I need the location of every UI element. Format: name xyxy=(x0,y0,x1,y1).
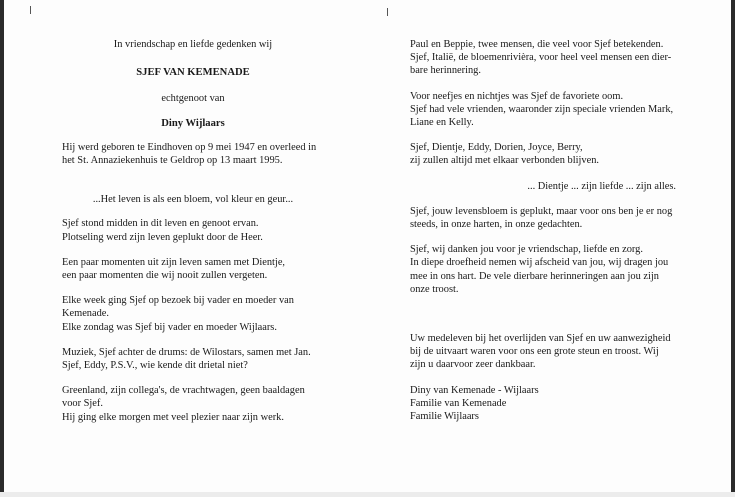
paragraph xyxy=(62,294,324,334)
paragraph xyxy=(410,205,716,231)
text-line: Hij ging elke morgen met veel plezier naar zijn werk. xyxy=(62,411,284,423)
intro-line: In vriendschap en liefde gedenken wij xyxy=(113,39,273,50)
fold-mark xyxy=(30,6,31,14)
right-column xyxy=(410,38,716,435)
paragraph xyxy=(410,90,716,130)
fold-mark xyxy=(387,8,388,16)
paragraph xyxy=(410,141,716,167)
quote-line: ...Het leven is als een bloem, vol kleur en geur... xyxy=(92,194,294,206)
signature-block xyxy=(410,384,716,424)
text-line: Kemenade. xyxy=(62,308,110,320)
scan-border-bottom xyxy=(0,492,735,497)
text-line: Elke zondag was Sjef bij vader en moeder Wijlaars. xyxy=(62,321,277,333)
paragraph xyxy=(410,243,716,296)
text-line: Sjef stond midden in dit leven en genoot ervan. xyxy=(62,218,259,230)
text-line: Sjef had vele vrienden, waaronder zijn speciale vrienden Mark, xyxy=(410,103,674,115)
text-line: zijn u daarvoor zeer dankbaar. xyxy=(410,359,536,371)
spouse-label: echtgenoot van xyxy=(161,93,225,105)
text-line: Elke week ging Sjef op bezoek bij vader en moeder van xyxy=(62,295,294,307)
paragraph xyxy=(62,256,324,282)
text-line: Voor neefjes en nichtjes was Sjef de favoriete oom. xyxy=(410,90,624,102)
text-line: Een paar momenten uit zijn leven samen met Dientje, xyxy=(62,256,286,268)
paragraph xyxy=(62,384,324,424)
text-line: Uw medeleven bij het overlijden van Sjef en uw aanwezigheid xyxy=(410,333,671,345)
text-line: het St. Annaziekenhuis te Geldrop op 13 maart 1995. xyxy=(62,155,283,167)
paragraph xyxy=(62,346,324,372)
paragraph xyxy=(62,217,324,243)
text-line: Greenland, zijn collega's, de vrachtwagen, geen baaldagen xyxy=(62,385,305,397)
text-line: mee in ons hart. De vele dierbare herinneringen aan jou zijn xyxy=(410,270,659,282)
text-line: bare herinnering. xyxy=(410,65,481,77)
text-line: Sjef, Eddy, P.S.V., wie kende dit drietal niet? xyxy=(62,360,248,372)
text-line: bij de uitvaart waren voor ons een grote steun en troost. Wij xyxy=(410,346,659,358)
text-line: In diepe droefheid nemen wij afscheid van jou, wij dragen jou xyxy=(410,257,669,269)
text-line: Liane en Kelly. xyxy=(410,117,474,129)
signature-line: Diny van Kemenade - Wijlaars xyxy=(410,384,539,396)
signature-line: Familie Wijlaars xyxy=(410,411,479,423)
text-line: Sjef, Dientje, Eddy, Dorien, Joyce, Berry, xyxy=(410,142,583,154)
thanks-paragraph xyxy=(410,332,716,372)
text-line: steeds, in onze harten, in onze gedachten. xyxy=(410,219,583,231)
left-column xyxy=(62,38,324,436)
text-line: Sjef, jouw levensbloem is geplukt, maar voor ons ben je er nog xyxy=(410,205,673,217)
love-line: ... Dientje ... zijn liefde ... zijn alles. xyxy=(527,180,676,192)
spouse-name: Diny Wijlaars xyxy=(161,117,225,129)
text-line: onze troost. xyxy=(410,283,459,295)
deceased-name: SJEF VAN KEMENADE xyxy=(136,67,250,79)
scan-border-left xyxy=(0,0,4,497)
text-line: Plotseling werd zijn leven geplukt door de Heer. xyxy=(62,231,263,243)
text-line: voor Sjef. xyxy=(62,398,103,410)
paragraph xyxy=(410,38,716,78)
birth-death-paragraph xyxy=(62,141,324,167)
text-line: Muziek, Sjef achter de drums: de Wilostars, samen met Jan. xyxy=(62,346,311,358)
text-line: zij zullen altijd met elkaar verbonden blijven. xyxy=(410,155,599,167)
text-line: Paul en Beppie, twee mensen, die veel voor Sjef betekenden. xyxy=(410,39,664,50)
text-line: Hij werd geboren te Eindhoven op 9 mei 1947 en overleed in xyxy=(62,141,317,153)
scan-border-right xyxy=(731,0,735,497)
text-line: Sjef, wij danken jou voor je vriendschap, liefde en zorg. xyxy=(410,244,643,256)
signature-line: Familie van Kemenade xyxy=(410,397,507,409)
text-line: een paar momenten die wij nooit zullen vergeten. xyxy=(62,270,268,282)
text-line: Sjef, Italië, de bloemenrivièra, voor heel veel mensen een dier- xyxy=(410,52,672,64)
